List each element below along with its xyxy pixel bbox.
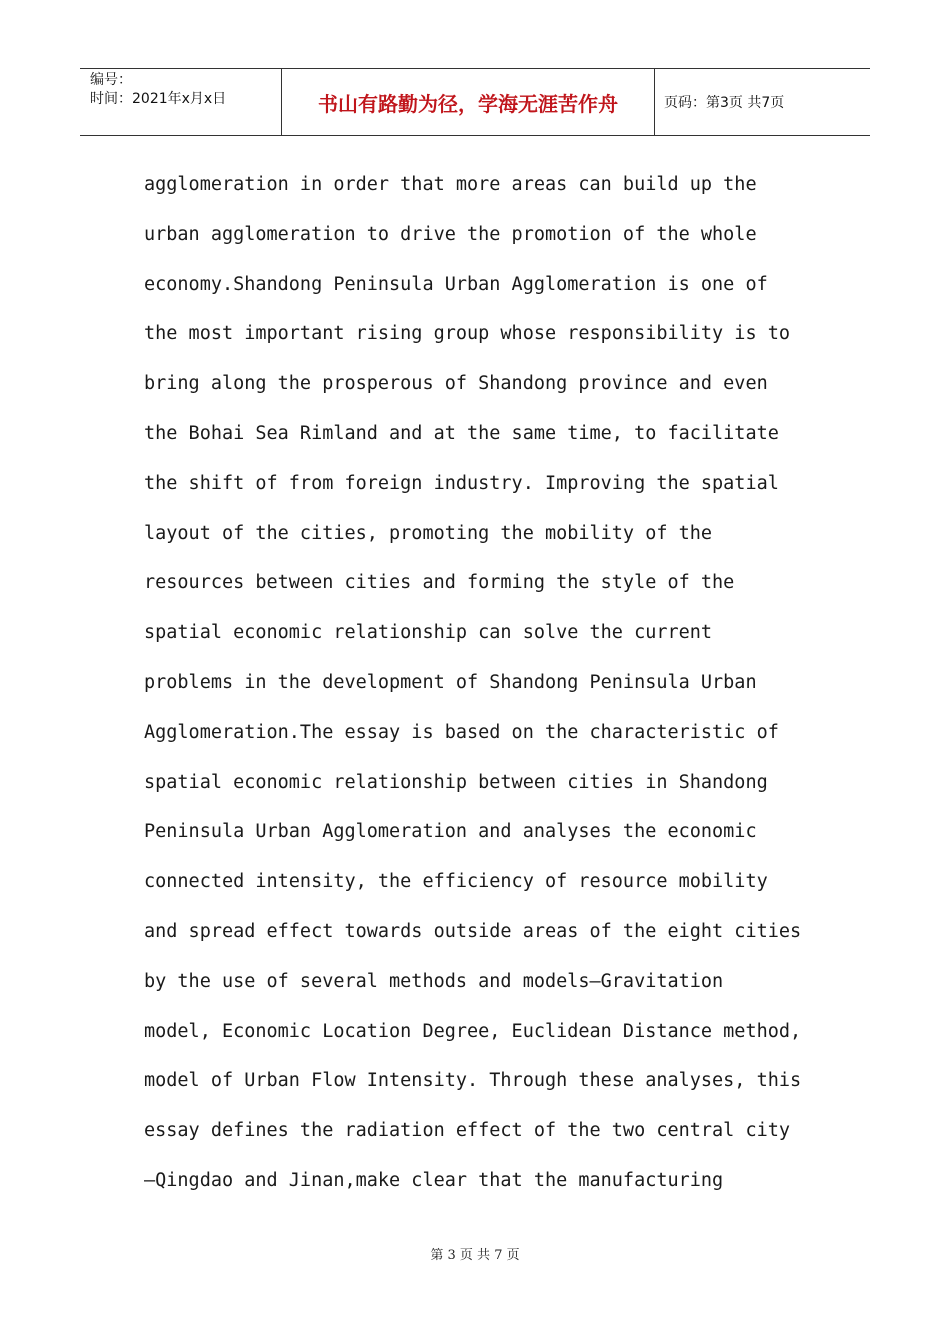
text-line: spatial economic relationship between cities in Shandong: [144, 771, 768, 793]
text-line: model, Economic Location Degree, Euclidean Distance method,: [144, 1020, 802, 1042]
text-line: problems in the development of Shandong Peninsula Urban: [144, 671, 757, 693]
text-line: connected intensity, the efficiency of resource mobility: [144, 871, 768, 893]
text-line: essay defines the radiation effect of the two central city: [144, 1120, 791, 1142]
page-footer: 第 3 页 共 7 页: [430, 1248, 520, 1263]
text-line: bring along the prosperous of Shandong province and even: [144, 373, 768, 395]
text-line: urban agglomeration to drive the promotion of the whole: [144, 223, 757, 245]
number-label: 编号：: [90, 72, 132, 88]
text-line: the most important rising group whose responsibility is to: [144, 323, 791, 345]
header-meta: [80, 69, 282, 135]
header-motto: 书山有路勤为径，学海无涯苦作舟: [282, 69, 655, 135]
text-line: Peninsula Urban Agglomeration and analyses the economic: [144, 821, 757, 843]
text-line: resources between cities and forming the style of the: [144, 572, 735, 594]
text-line: and spread effect towards outside areas of the eight cities: [144, 920, 802, 942]
text-line: spatial economic relationship can solve the current: [144, 622, 713, 644]
date-label: 时间：2021年x月x日: [90, 91, 227, 107]
text-line: agglomeration in order that more areas can build up the: [144, 174, 757, 195]
text-line: layout of the cities, promoting the mobility of the: [144, 522, 713, 544]
text-line: the Bohai Sea Rimland and at the same time, to facilitate: [144, 422, 779, 444]
text-line: the shift of from foreign industry. Improving the spatial: [144, 472, 779, 494]
text-line: Agglomeration.The essay is based on the characteristic of: [144, 721, 779, 743]
header-page-label: 页码：第3页 共7页: [664, 95, 785, 111]
body-text: [144, 160, 824, 1206]
text-line: economy.Shandong Peninsula Urban Agglomeration is one of: [144, 273, 768, 295]
text-line: model of Urban Flow Intensity. Through these analyses, this: [144, 1070, 802, 1092]
text-line: —Qingdao and Jinan,make clear that the manufacturing: [144, 1169, 724, 1191]
page-header: [80, 68, 870, 136]
text-line: by the use of several methods and models—Gravitation: [144, 970, 724, 992]
